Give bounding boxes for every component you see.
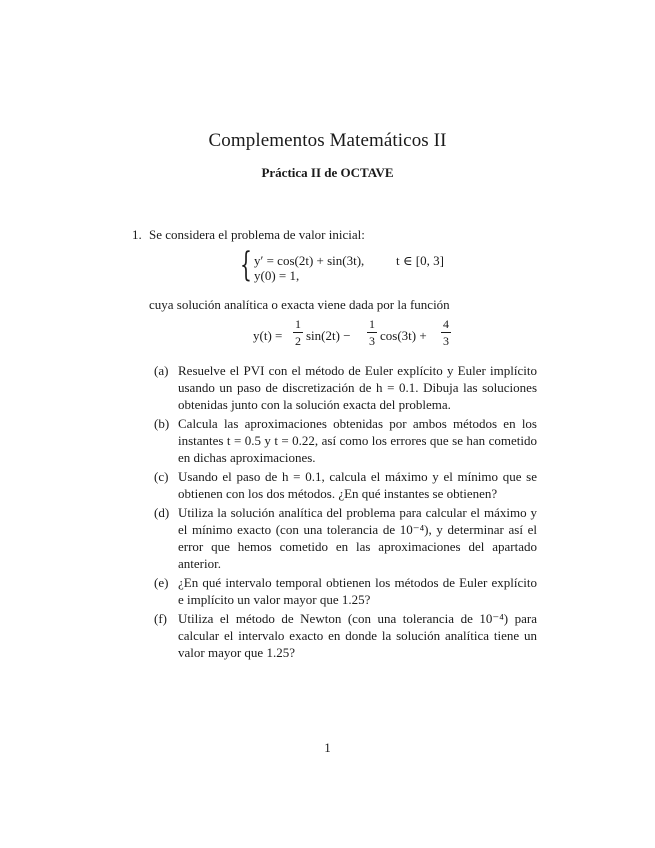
subquestion-d [154,504,537,572]
subquestion-label: (c) [154,469,169,484]
subquestion-f [154,610,537,661]
subquestion-text: Usando el paso de h = 0.1, calcula el máximo y el mínimo que se obtienen con los dos métodos. ¿En qué instantes se obtienen? [178,469,537,501]
subquestion-label: (f) [154,611,167,626]
subquestion-label: (b) [154,416,170,431]
fraction-numerator: 4 [443,317,449,331]
subquestion-c [154,468,537,502]
subquestion-list [154,362,537,663]
left-brace: { [240,245,252,285]
subquestion-e [154,574,537,608]
document-subtitle: Práctica II de OCTAVE [261,165,394,180]
subquestion-text: Utiliza la solución analítica del problema para calcular el máximo y el mínimo exacto (con una tolerancia de 10⁻⁴), y determinar así el error que hemos cometido en las aproximaciones del apartado anterior. [178,505,537,571]
page-number: 1 [324,740,331,755]
subquestion-label: (a) [154,363,169,378]
solution-lhs: y(t) = [253,328,283,343]
initial-condition: y(0) = 1, [254,268,300,283]
subquestion-a [154,362,537,413]
subquestion-text: Calcula las aproximaciones obtenidas por ambos métodos en los instantes t = 0.5 y t = 0.22, así como los errores que se han cometido en dichas aproximaciones. [178,416,537,465]
fraction-numerator: 1 [369,317,375,331]
problem-intro: Se considera el problema de valor inicial: [149,227,365,242]
fraction-one-half [293,318,303,347]
fraction-denominator: 3 [369,334,375,348]
subquestion-text: Resuelve el PVI con el método de Euler explícito y Euler implícito usando un paso de discretización de h = 0.1. Dibuja las soluciones obtenidas junto con la solución exacta del problema. [178,363,537,412]
subquestion-label: (e) [154,575,169,590]
solution-term-1: sin(2t) − [306,328,351,343]
document-title: Complementos Matemáticos II [208,130,447,151]
solution-intro: cuya solución analítica o exacta viene dada por la función [149,297,450,312]
fraction-denominator: 3 [443,334,449,348]
ode-equation: y′ = cos(2t) + sin(3t), [254,253,365,268]
subquestion-label: (d) [154,505,170,520]
problem-number: 1. [132,227,142,242]
time-domain: t ∈ [0, 3] [396,253,444,268]
fraction-one-third [367,318,377,347]
fraction-denominator: 2 [295,334,301,348]
subquestion-text: ¿En qué intervalo temporal obtienen los métodos de Euler explícito e implícito un valor mayor que 1.25? [178,575,537,607]
subquestion-text: Utiliza el método de Newton (con una tolerancia de 10⁻⁴) para calcular el intervalo exacto en donde la solución analítica tiene un valor mayor que 1.25? [178,611,537,660]
subquestion-b [154,415,537,466]
solution-term-2: cos(3t) + [380,328,427,343]
fraction-numerator: 1 [295,317,301,331]
fraction-four-thirds [441,318,451,347]
